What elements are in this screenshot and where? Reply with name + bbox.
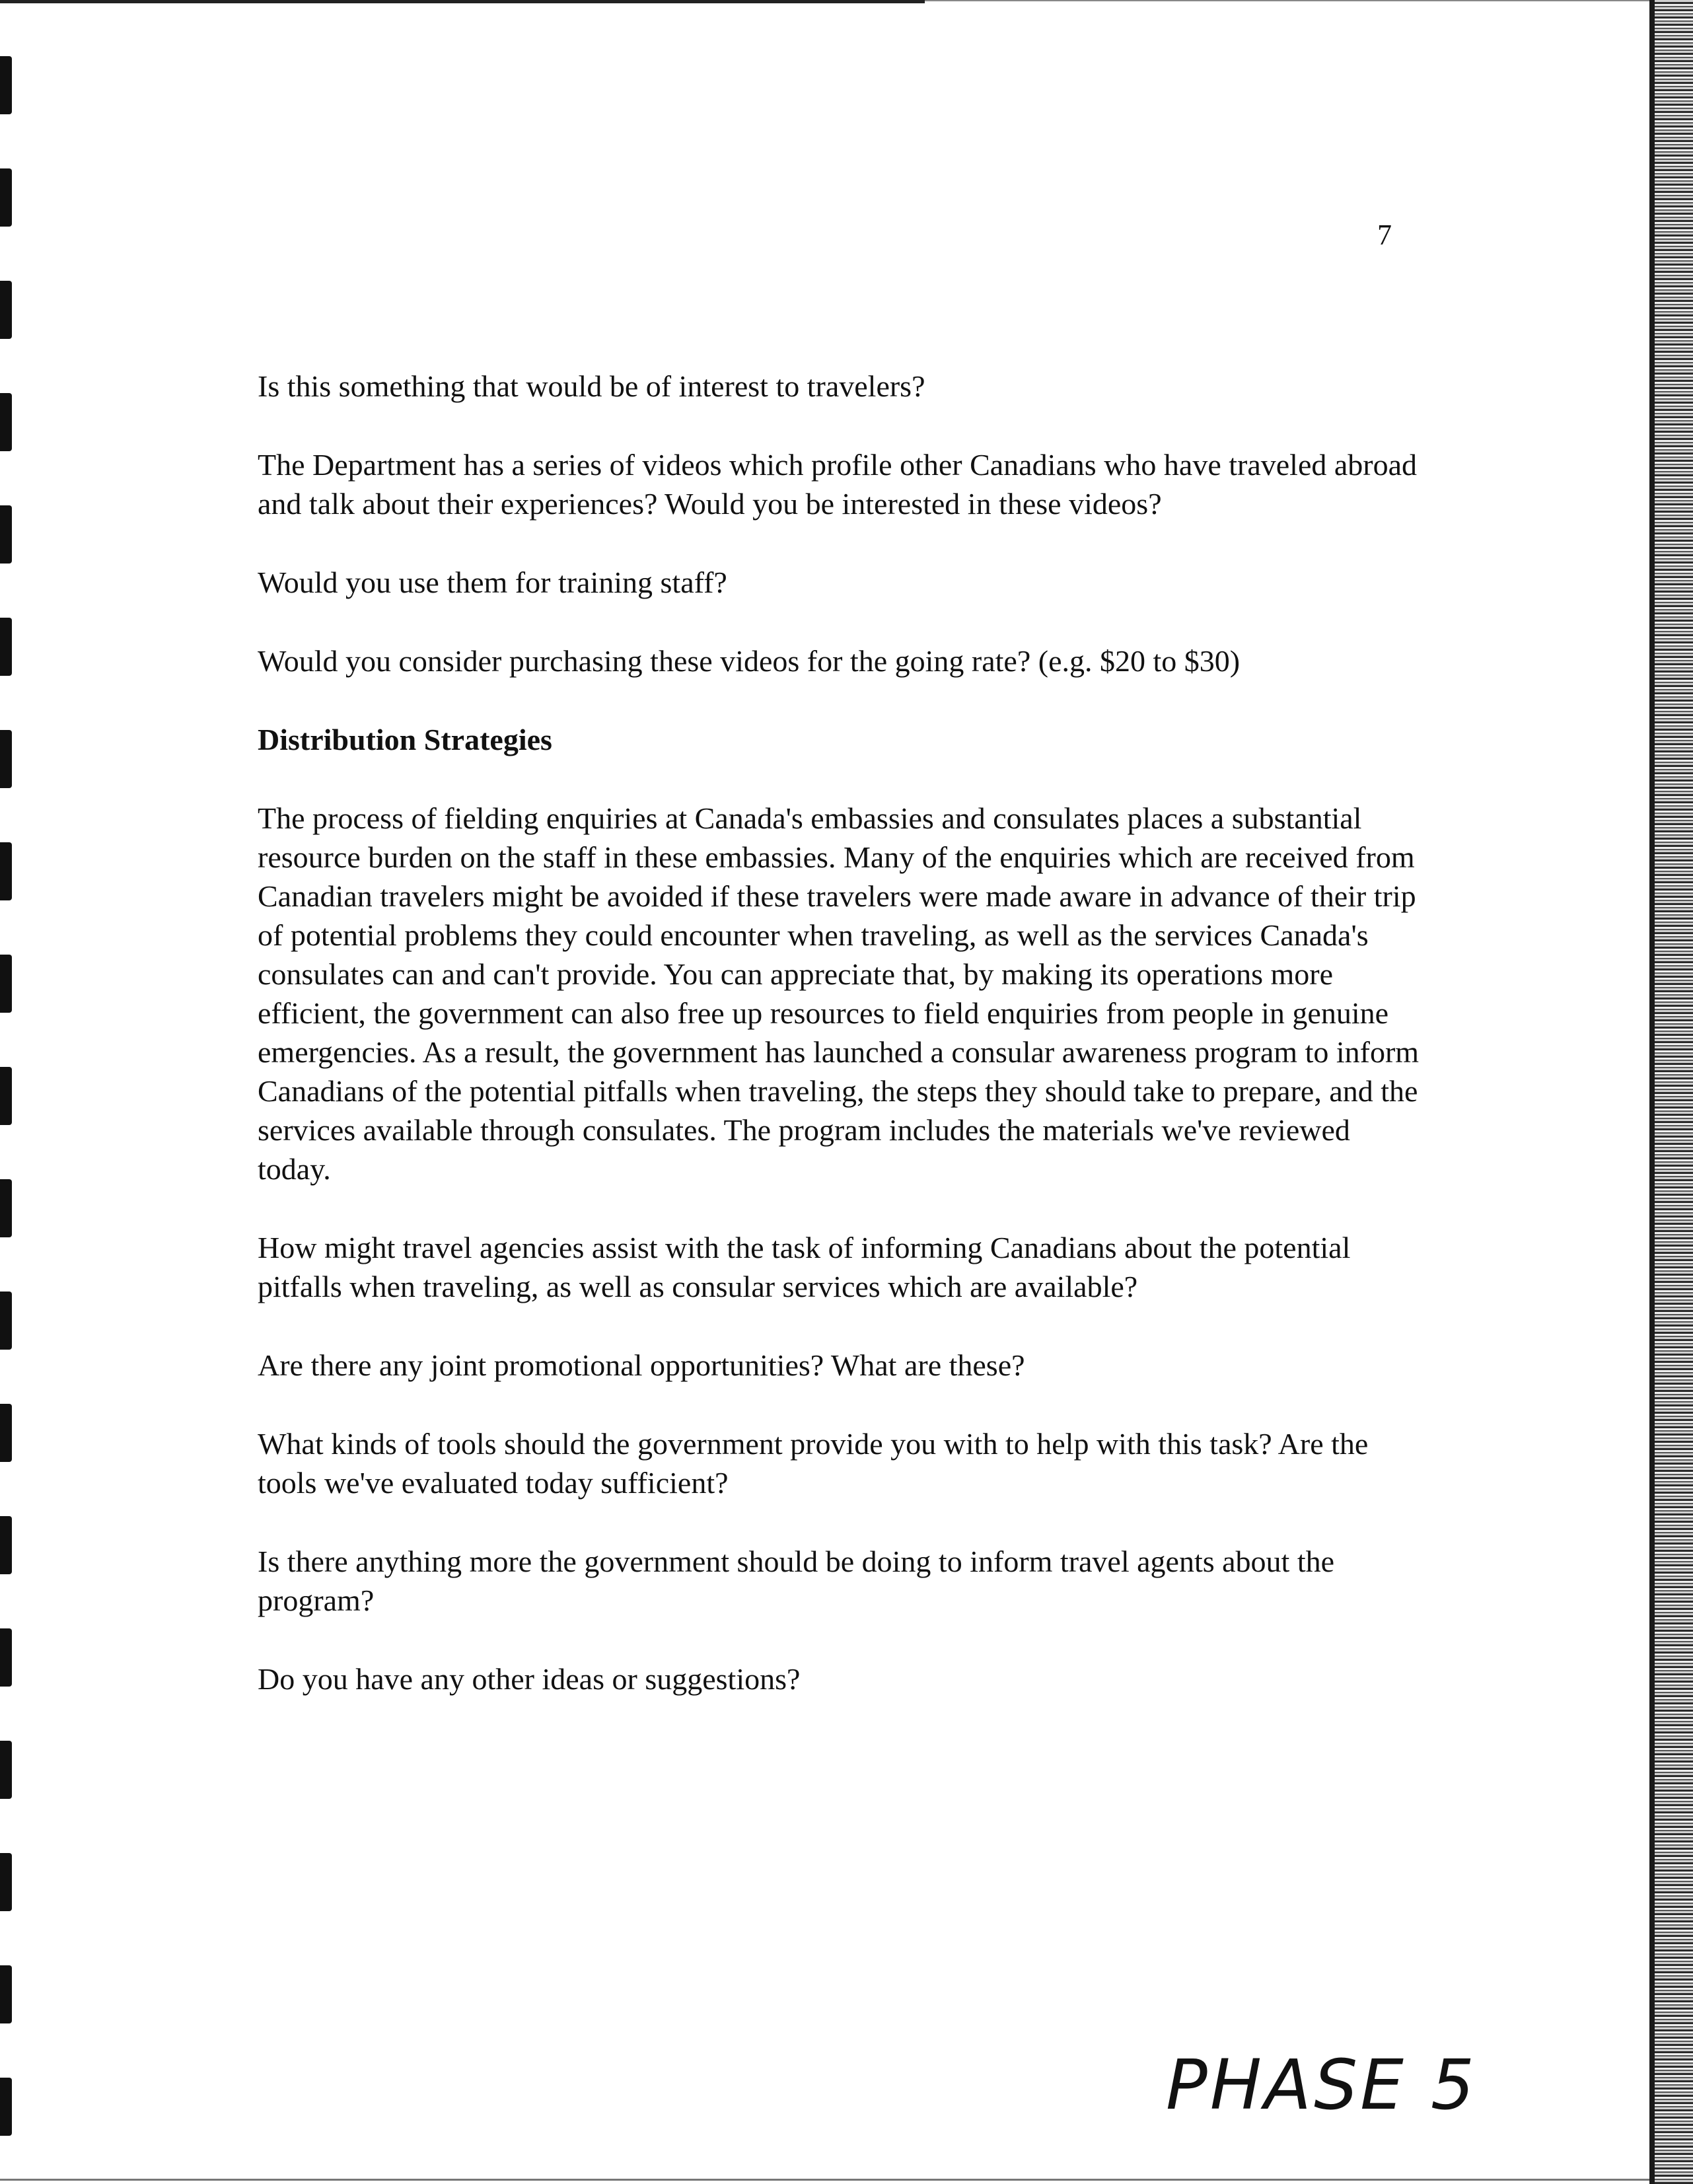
paragraph-inform-agents-question: Is there anything more the government should be doing to inform travel agents about the program?: [258, 1545, 1335, 1617]
phase-footer-label: PHASE 5: [1166, 2045, 1478, 2125]
binding-hole: [0, 1853, 12, 1911]
paragraph-training-question: Would you use them for training staff?: [258, 565, 727, 599]
paragraph-interest-question: Is this something that would be of interest to travelers?: [258, 369, 925, 403]
scan-bottom-edge: [0, 2179, 1693, 2181]
binding-hole: [0, 618, 12, 676]
binding-hole: [0, 168, 12, 227]
section-heading: Distribution Strategies: [258, 723, 552, 756]
binding-hole: [0, 1179, 12, 1237]
scan-top-edge: [0, 0, 925, 3]
binding-hole: [0, 1292, 12, 1350]
binding-hole: [0, 1516, 12, 1574]
binding-hole: [0, 281, 12, 339]
scan-right-border: [1655, 0, 1693, 2184]
document-body: [258, 367, 1420, 1738]
paragraph-tools-question: What kinds of tools should the government provide you with to help with this task? Are the tools we've evaluated today sufficient?: [258, 1427, 1369, 1500]
paragraph-distribution-intro: The process of fielding enquiries at Canada's embassies and consulates places a substantial resource burden on the staff in these embassies. Many of the enquiries which are received from Canadian travelers might be avoided if these travelers were made aware in advance of their trip of potential problems they could encounter when traveling, as well as the services Canada's consulates can and can't provide. You can appreciate that, by making its operations more efficient, the government can also free up resources to field enquiries from people in genuine emergencies. As a result, the government has launched a consular awareness program to inform Canadians of the potential pitfalls when traveling, the steps they should take to prepare, and the services available through consulates. The program includes the materials we've reviewed today.: [258, 801, 1420, 1186]
scan-top-edge-thin: [925, 0, 1651, 1]
binding-hole: [0, 1741, 12, 1799]
paragraph-agencies-question: How might travel agencies assist with the task of informing Canadians about the potential pitfalls when traveling, as well as consular services which are available?: [258, 1231, 1351, 1303]
paragraph-videos-question: The Department has a series of videos which profile other Canadians who have traveled abroad and talk about their experiences? Would you be interested in these videos?: [258, 448, 1418, 521]
binding-hole: [0, 2078, 12, 2136]
binding-holes: [0, 0, 26, 2184]
binding-hole: [0, 56, 12, 114]
paragraph-promotional-question: Are there any joint promotional opportunities? What are these?: [258, 1348, 1025, 1382]
binding-hole: [0, 1628, 12, 1687]
binding-hole: [0, 393, 12, 451]
binding-hole: [0, 730, 12, 788]
page-number: 7: [1377, 219, 1392, 251]
binding-hole: [0, 1965, 12, 2023]
binding-hole: [0, 1067, 12, 1125]
binding-hole: [0, 955, 12, 1013]
binding-hole: [0, 1404, 12, 1462]
binding-hole: [0, 842, 12, 900]
paragraph-ideas-question: Do you have any other ideas or suggestions?: [258, 1662, 801, 1696]
binding-hole: [0, 505, 12, 564]
paragraph-purchase-question: Would you consider purchasing these videos for the going rate? (e.g. $20 to $30): [258, 644, 1241, 678]
